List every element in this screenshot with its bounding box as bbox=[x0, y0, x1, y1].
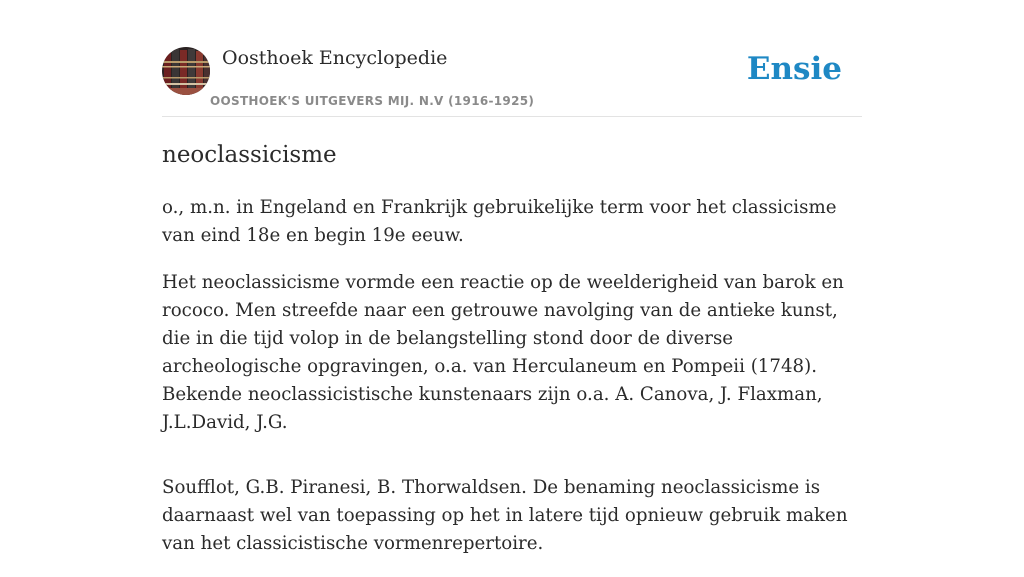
ensie-logo-link[interactable]: Ensie bbox=[746, 51, 842, 87]
entry-paragraph: Soufflot, G.B. Piranesi, B. Thorwaldsen. De benaming neoclassicisme is daarnaast wel van toepassing op het in latere tijd opnieuw gebruik maken van het classicistische vormenrepertoire. bbox=[162, 477, 848, 554]
entry-paragraph: o., m.n. in Engeland en Frankrijk gebruikelijke term voor het classicisme van eind 18e en begin 19e eeuw. bbox=[162, 197, 837, 246]
entry-paragraph: Het neoclassicisme vormde een reactie op de weelderigheid van barok en rococo. Men streefde naar een getrouwe navolging van de antieke kunst, die in die tijd volop in de belangstelling stond door de diverse archeologische opgravingen, o.a. van Herculaneum en Pompeii (1748). Bekende neoclassicistische kunstenaars zijn o.a. A. Canova, J. Flaxman, J.L.David, J.G. bbox=[162, 272, 844, 433]
entry-title: neoclassicisme bbox=[162, 142, 337, 168]
source-name-link[interactable]: Oosthoek Encyclopedie bbox=[222, 47, 448, 69]
source-header bbox=[162, 46, 862, 117]
book-spines-icon bbox=[162, 47, 210, 95]
source-avatar[interactable] bbox=[162, 47, 210, 95]
entry-content bbox=[162, 139, 862, 577]
source-publisher: OOSTHOEK'S UITGEVERS MIJ. N.V (1916-1925) bbox=[210, 94, 535, 108]
